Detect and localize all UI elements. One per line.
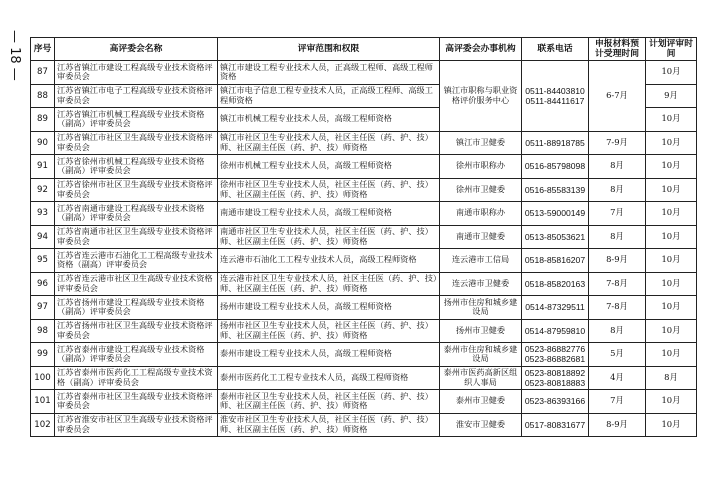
planned-review-time: 10月 (646, 225, 697, 249)
office-agency: 泰州市住房和城乡建设局 (440, 343, 522, 367)
row-number: 99 (31, 343, 55, 367)
office-agency: 镇江市卫健委 (440, 131, 522, 155)
accept-time: 7月 (589, 202, 646, 226)
committee-name: 江苏省连云港市社区卫生高级专业技术资格评审委员会 (55, 272, 218, 296)
planned-review-time: 10月 (646, 178, 697, 202)
review-scope: 扬州市建设工程专业技术人员，高级工程师资格 (218, 296, 440, 320)
planned-review-time: 10月 (646, 202, 697, 226)
review-scope: 扬州市社区卫生专业技术人员，社区主任医（药、护、技）师、社区副主任医（药、护、技）师资格 (218, 319, 440, 343)
review-scope: 淮安市社区卫生专业技术人员，社区主任医（药、护、技）师、社区副主任医（药、护、技）师资格 (218, 413, 440, 437)
row-number: 102 (31, 413, 55, 437)
accept-time: 8月 (589, 319, 646, 343)
office-agency: 连云港市卫健委 (440, 272, 522, 296)
contact-phone: 0511-88918785 (522, 131, 589, 155)
table-row (31, 249, 697, 273)
review-scope: 镇江市建设工程专业技术人员，正高级工程师、高级工程师资格 (218, 61, 440, 85)
header-accept-time: 申报材料预计受理时间 (589, 38, 646, 61)
office-agency: 徐州市职称办 (440, 155, 522, 179)
committee-name: 江苏省镇江市机械工程高级专业技术资格（副高）评审委员会 (55, 108, 218, 132)
review-scope: 连云港市石油化工工程专业技术人员，高级工程师资格 (218, 249, 440, 273)
row-number: 97 (31, 296, 55, 320)
office-agency: 泰州市医药高新区组织人事局 (440, 366, 522, 390)
table-row (31, 413, 697, 437)
contact-phone: 0513-85053621 (522, 225, 589, 249)
row-number: 89 (31, 108, 55, 132)
office-agency: 扬州市卫健委 (440, 319, 522, 343)
table-row (31, 61, 697, 85)
table-row (31, 225, 697, 249)
planned-review-time: 9月 (646, 84, 697, 108)
row-number: 96 (31, 272, 55, 296)
header-scope: 评审范围和权限 (218, 38, 440, 61)
planned-review-time: 10月 (646, 343, 697, 367)
review-scope: 连云港市社区卫生专业技术人员，社区主任医（药、护、技）师、社区副主任医（药、护、技）师资格 (218, 272, 440, 296)
row-number: 88 (31, 84, 55, 108)
contact-phone: 0514-87329511 (522, 296, 589, 320)
contact-phone: 0523-86393166 (522, 390, 589, 414)
accept-time: 7-9月 (589, 131, 646, 155)
committee-name: 江苏省南通市建设工程高级专业技术资格（副高）评审委员会 (55, 202, 218, 226)
row-number: 100 (31, 366, 55, 390)
contact-phone: 0518-85820163 (522, 272, 589, 296)
table-row (31, 390, 697, 414)
committee-name: 江苏省淮安市社区卫生高级专业技术资格评审委员会 (55, 413, 218, 437)
accept-time: 7-8月 (589, 272, 646, 296)
review-scope: 泰州市医药化工工程专业技术人员，高级工程师资格 (218, 366, 440, 390)
contact-phone: 0511-84403810 0511-84411617 (522, 61, 589, 132)
planned-review-time: 10月 (646, 108, 697, 132)
review-scope: 泰州市社区卫生专业技术人员，社区主任医（药、护、技）师、社区副主任医（药、护、技）师资格 (218, 390, 440, 414)
table-row (31, 296, 697, 320)
table-row (31, 131, 697, 155)
page-number: — 18 — (7, 30, 22, 81)
review-scope: 南通市社区卫生专业技术人员，社区主任医（药、护、技）师、社区副主任医（药、护、技）师资格 (218, 225, 440, 249)
row-number: 93 (31, 202, 55, 226)
committee-name: 江苏省徐州市机械工程高级专业技术资格（副高）评审委员会 (55, 155, 218, 179)
row-number: 91 (31, 155, 55, 179)
review-scope: 徐州市机械工程专业技术人员，高级工程师资格 (218, 155, 440, 179)
office-agency: 南通市卫健委 (440, 225, 522, 249)
row-number: 92 (31, 178, 55, 202)
table-row (31, 272, 697, 296)
review-scope: 镇江市社区卫生专业技术人员，社区主任医（药、护、技）师、社区副主任医（药、护、技）师资格 (218, 131, 440, 155)
table-row (31, 319, 697, 343)
row-number: 95 (31, 249, 55, 273)
planned-review-time: 10月 (646, 319, 697, 343)
contact-phone: 0516-85798098 (522, 155, 589, 179)
contact-phone: 0523-86882776 0523-86882681 (522, 343, 589, 367)
evaluation-committee-table-container (30, 37, 696, 437)
accept-time: 5月 (589, 343, 646, 367)
accept-time: 7月 (589, 390, 646, 414)
review-scope: 泰州市建设工程专业技术人员，高级工程师资格 (218, 343, 440, 367)
contact-phone: 0516-85583139 (522, 178, 589, 202)
contact-phone: 0518-85816207 (522, 249, 589, 273)
contact-phone: 0523-80818892 0523-80818883 (522, 366, 589, 390)
table-row (31, 178, 697, 202)
table-row (31, 366, 697, 390)
office-agency: 镇江市职称与职业资格评价服务中心 (440, 61, 522, 132)
header-phone: 联系电话 (522, 38, 589, 61)
planned-review-time: 10月 (646, 249, 697, 273)
header-name: 高评委会名称 (55, 38, 218, 61)
table-row (31, 343, 697, 367)
committee-name: 江苏省镇江市建设工程高级专业技术资格评审委员会 (55, 61, 218, 85)
committee-name: 江苏省扬州市建设工程高级专业技术资格（副高）评审委员会 (55, 296, 218, 320)
committee-name: 江苏省南通市社区卫生高级专业技术资格评审委员会 (55, 225, 218, 249)
planned-review-time: 10月 (646, 131, 697, 155)
review-scope: 镇江市电子信息工程专业技术人员，正高级工程师、高级工程师资格 (218, 84, 440, 108)
accept-time: 8-9月 (589, 249, 646, 273)
committee-name: 江苏省泰州市建设工程高级专业技术资格（副高）评审委员会 (55, 343, 218, 367)
header-no: 序号 (31, 38, 55, 61)
review-scope: 徐州市社区卫生专业技术人员，社区主任医（药、护、技）师、社区副主任医（药、护、技）师资格 (218, 178, 440, 202)
row-number: 101 (31, 390, 55, 414)
accept-time: 4月 (589, 366, 646, 390)
office-agency: 扬州市住房和城乡建设局 (440, 296, 522, 320)
office-agency: 连云港市工信局 (440, 249, 522, 273)
table-row (31, 155, 697, 179)
committee-name: 江苏省泰州市医药化工工程高级专业技术资格（副高）评审委员会 (55, 366, 218, 390)
accept-time: 8月 (589, 178, 646, 202)
committee-name: 江苏省连云港市石油化工工程高级专业技术资格（副高）评审委员会 (55, 249, 218, 273)
review-scope: 南通市建设工程专业技术人员，高级工程师资格 (218, 202, 440, 226)
office-agency: 南通市职称办 (440, 202, 522, 226)
row-number: 98 (31, 319, 55, 343)
evaluation-committee-table (30, 37, 697, 437)
contact-phone: 0514-87959810 (522, 319, 589, 343)
office-agency: 淮安市卫健委 (440, 413, 522, 437)
accept-time: 7-8月 (589, 296, 646, 320)
row-number: 94 (31, 225, 55, 249)
row-number: 87 (31, 61, 55, 85)
committee-name: 江苏省扬州市社区卫生高级专业技术资格评审委员会 (55, 319, 218, 343)
planned-review-time: 10月 (646, 413, 697, 437)
contact-phone: 0513-59000149 (522, 202, 589, 226)
accept-time: 8-9月 (589, 413, 646, 437)
accept-time: 8月 (589, 225, 646, 249)
planned-review-time: 10月 (646, 155, 697, 179)
planned-review-time: 8月 (646, 366, 697, 390)
header-plan-time: 计划评审时间 (646, 38, 697, 61)
contact-phone: 0517-80831677 (522, 413, 589, 437)
planned-review-time: 10月 (646, 390, 697, 414)
table-row (31, 202, 697, 226)
row-number: 90 (31, 131, 55, 155)
office-agency: 泰州市卫健委 (440, 390, 522, 414)
table-body (31, 61, 697, 437)
office-agency: 徐州市卫健委 (440, 178, 522, 202)
table-header-row (31, 38, 697, 61)
accept-time: 8月 (589, 155, 646, 179)
accept-time: 6-7月 (589, 61, 646, 132)
committee-name: 江苏省镇江市电子工程高级专业技术资格评审委员会 (55, 84, 218, 108)
planned-review-time: 10月 (646, 61, 697, 85)
committee-name: 江苏省泰州市社区卫生高级专业技术资格评审委员会 (55, 390, 218, 414)
committee-name: 江苏省徐州市社区卫生高级专业技术资格评审委员会 (55, 178, 218, 202)
review-scope: 镇江市机械工程专业技术人员，高级工程师资格 (218, 108, 440, 132)
planned-review-time: 10月 (646, 272, 697, 296)
committee-name: 江苏省镇江市社区卫生高级专业技术资格评审委员会 (55, 131, 218, 155)
planned-review-time: 10月 (646, 296, 697, 320)
header-org: 高评委会办事机构 (440, 38, 522, 61)
